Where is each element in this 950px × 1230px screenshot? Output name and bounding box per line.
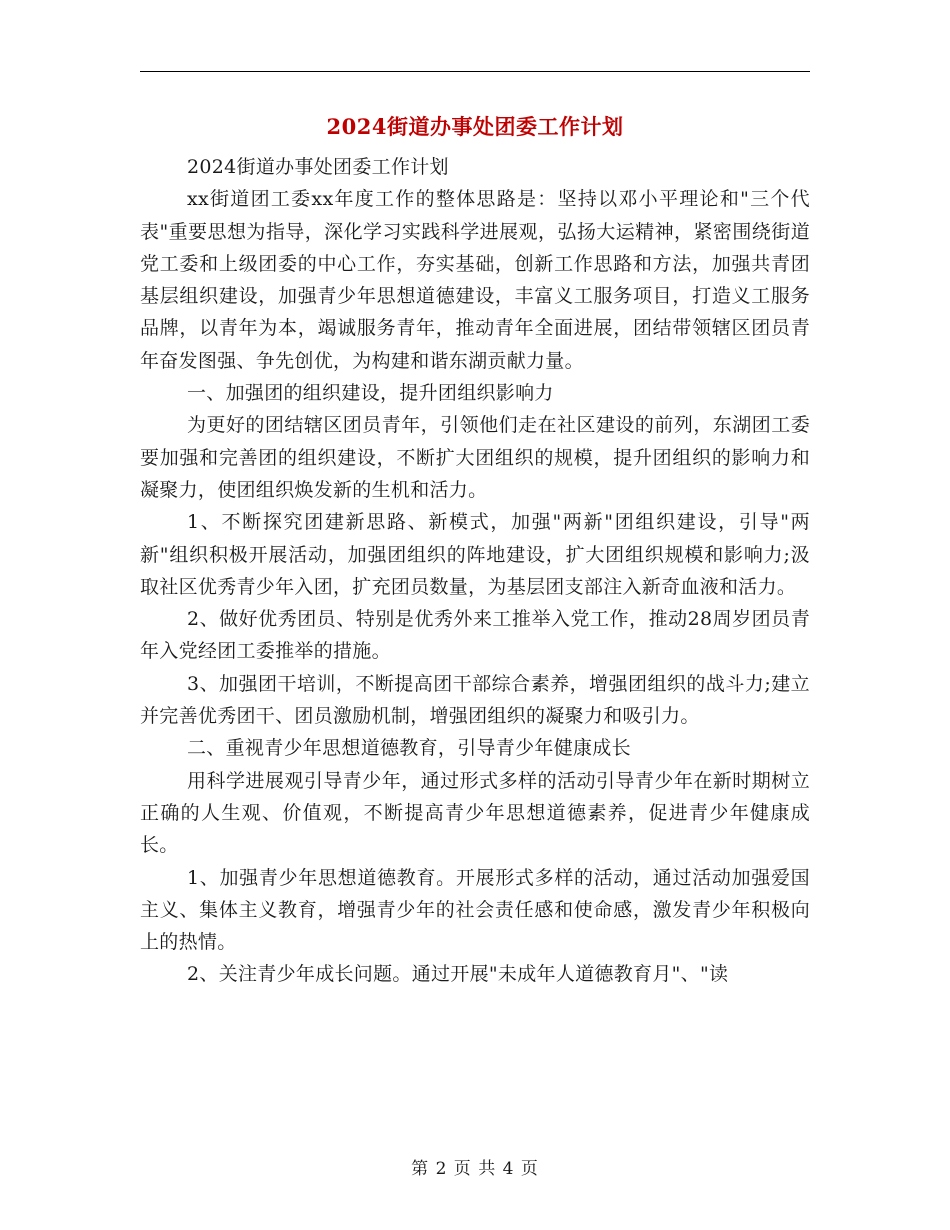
- list-item: 1、加强青少年思想道德教育。开展形式多样的活动，通过活动加强爱国主义、集体主义教育，增强青少年的社会责任感和使命感，激发青少年积极向上的热情。: [140, 866, 810, 954]
- list-item: 2、做好优秀团员、特别是优秀外来工推举入党工作，推动28周岁团员青年入党经团工委推举的措施。: [140, 608, 810, 663]
- section-heading: 一、加强团的组织建设，提升团组织影响力: [187, 382, 554, 405]
- list-item: 1、不断探究团建新思路、新模式，加强"两新"团组织建设，引导"两新"组织积极开展活动，加强团组织的阵地建设，扩大团组织规模和影响力;汲取社区优秀青少年入团，扩充团员数量，为基层团支部注入新奇血液和活力。: [140, 511, 810, 598]
- paragraph: 为更好的团结辖区团员青年，引领他们走在社区建设的前列，东湖团工委要加强和完善团的组织建设，不断扩大团组织的规模，提升团组织的影响力和凝聚力，使团组织焕发新的生机和活力。: [140, 414, 810, 501]
- list-item: 3、加强团干培训，不断提高团干部综合素养，增强团组织的战斗力;建立并完善优秀团干、团员激励机制，增强团组织的凝聚力和吸引力。: [140, 672, 810, 728]
- header-rule: [140, 71, 810, 72]
- list-item: 2、关注青少年成长问题。通过开展"未成年人道德教育月"、"读: [187, 963, 729, 986]
- section-heading: 二、重视青少年思想道德教育，引导青少年健康成长: [187, 737, 631, 760]
- paragraph: 用科学进展观引导青少年，通过形式多样的活动引导青少年在新时期树立正确的人生观、价值观，不断提高青少年思想道德素养，促进青少年健康成长。: [140, 769, 810, 857]
- document-body: [140, 151, 810, 991]
- page-number: 第 2 页 共 4 页: [411, 1159, 539, 1179]
- paragraph: xx街道团工委xx年度工作的整体思路是：坚持以邓小平理论和"三个代表"重要思想为指导，深化学习实践科学进展观，弘扬大运精神，紧密围绕街道党工委和上级团委的中心工作，夯实基础，创新工作思路和方法，加强共青团基层组织建设，加强青少年思想道德建设，丰富义工服务项目，打造义工服务品牌，以青年为本，竭诚服务青年，推动青年全面进展，团结带领辖区团员青年奋发图强、争先创优，为构建和谐东湖贡献力量。: [140, 188, 810, 372]
- paragraph: 2024街道办事处团委工作计划: [187, 156, 449, 178]
- document-title: 2024街道办事处团委工作计划: [326, 114, 624, 139]
